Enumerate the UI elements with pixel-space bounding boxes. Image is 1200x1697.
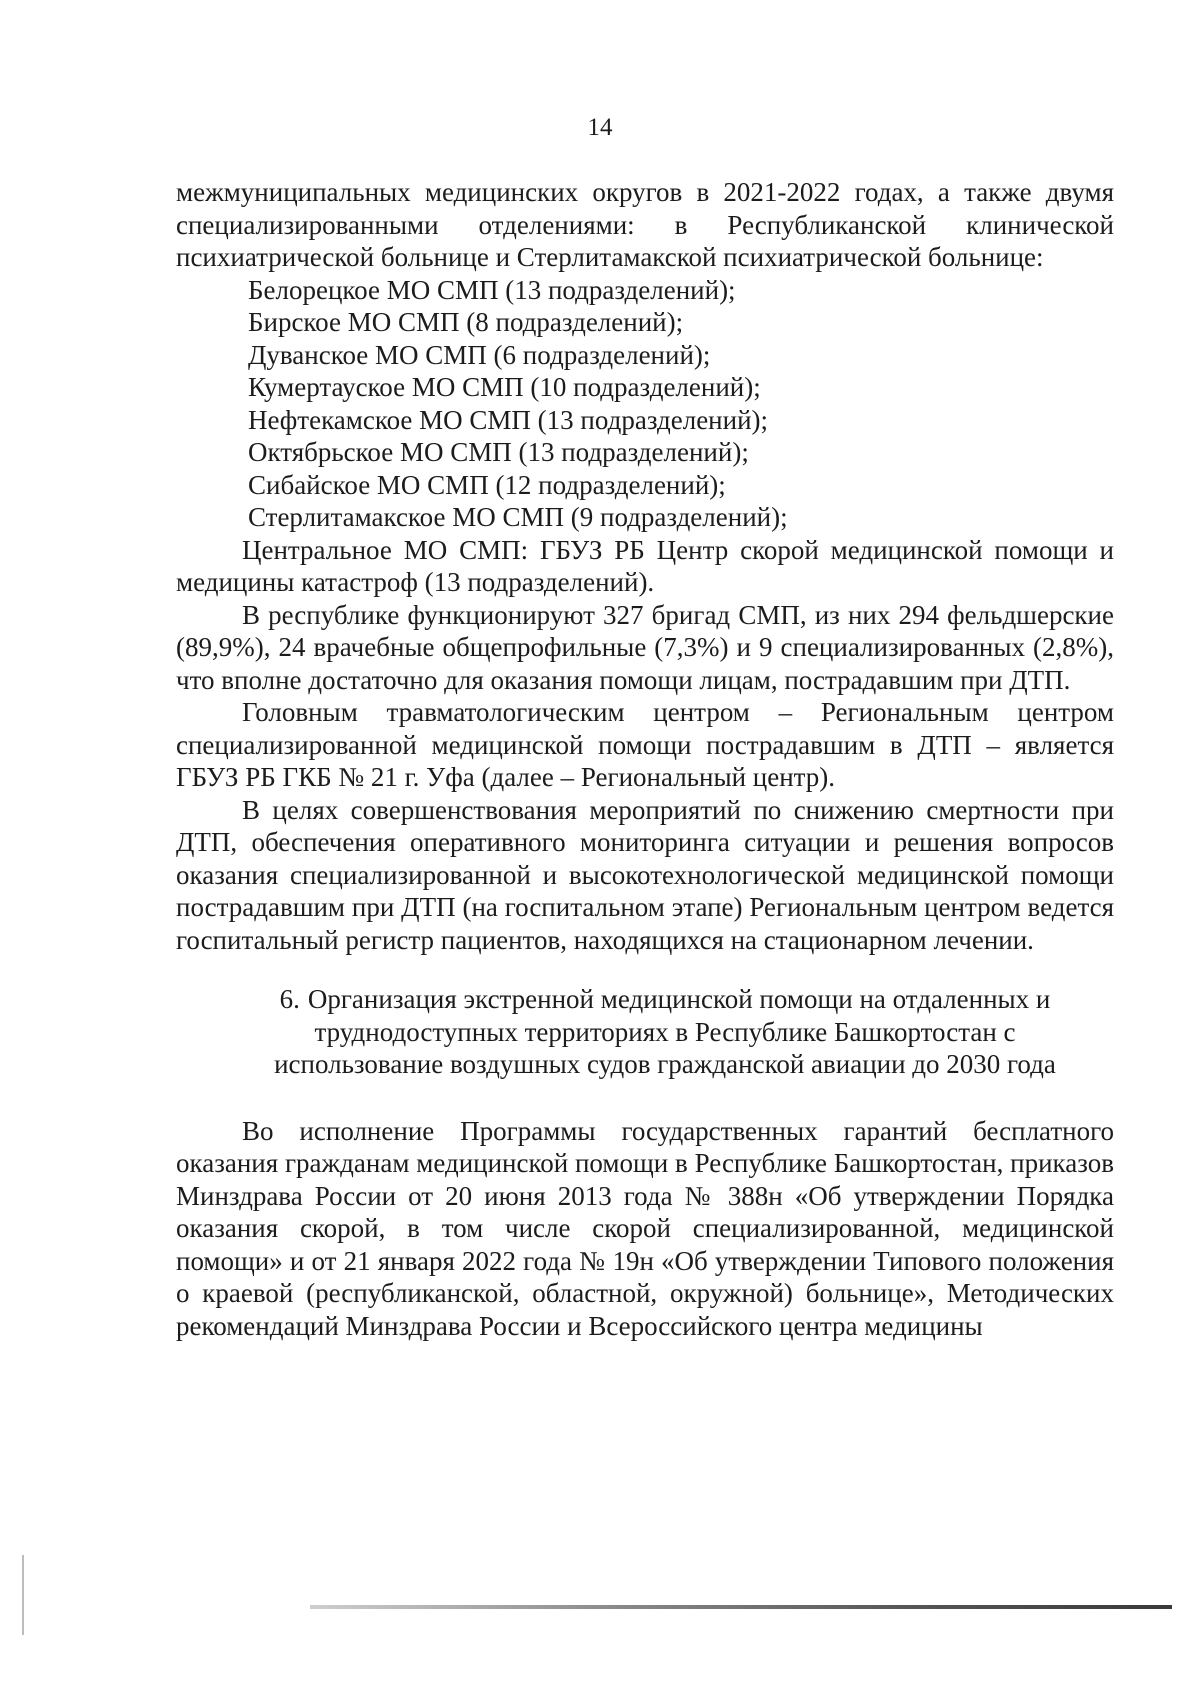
list-item: Дуванское МО СМП (6 подразделений); <box>248 339 711 370</box>
list-item: Сибайское МО СМП (12 подразделений); <box>248 469 726 500</box>
list-item: Октябрьское МО СМП (13 подразделений); <box>248 437 749 467</box>
scan-edge-mark <box>22 1555 24 1635</box>
list-item: Бирское МО СМП (8 подразделений); <box>248 307 684 337</box>
page-number: 14 <box>587 114 613 141</box>
list-item: Кумертауское МО СМП (10 подразделений); <box>248 372 761 402</box>
mo-list <box>176 274 1114 534</box>
section-number: 6. <box>279 984 300 1014</box>
trauma-center-paragraph: Головным травматологическим центром – Региональным центром специализированной медицинской помощи пострадавшим в ДТП – является ГБУЗ РБ ГКБ № 21 г. Уфа (далее – Региональный центр). <box>176 697 1114 792</box>
section-heading <box>176 983 1114 1081</box>
registry-paragraph: В целях совершенствования мероприятий по снижению смертности при ДТП, обеспечения оперативного мониторинга ситуации и решения вопросов оказания специализированной и высокотехнологической медицинской помощи пострадавшим при ДТП (на госпитальном этапе) Региональным центром ведется госпитальный регистр пациентов, находящихся на стационарном лечении. <box>176 794 1114 955</box>
brigades-paragraph: В республике функционируют 327 бригад СМП, из них 294 фельдшерские (89,9%), 24 врачебные общепрофильные (7,3%) и 9 специализированных (2,8%), что вполне достаточно для оказания помощи лицам, пострадавшим при ДТП. <box>176 599 1114 695</box>
section-title: Организация экстренной медицинской помощи на отдаленных и труднодоступных территориях в Республике Башкортостан с использование воздушных судов гражданской авиации до 2030 года <box>274 984 1056 1079</box>
intro-paragraph: межмуниципальных медицинских округов в 2021-2022 годах, а также двумя специализированными отделениями: в Республиканской клинической психиатрической больнице и Стерлитамакской психиатрической больнице: <box>176 177 1114 272</box>
document-body <box>176 176 1114 1342</box>
final-paragraph: Во исполнение Программы государственных гарантий бесплатного оказания гражданам медицинской помощи в Республике Башкортостан, приказов Минздрава России от 20 июня 2013 года № 388н «Об утверждении Порядка оказания скорой, в том числе скорой специализированной, медицинской помощи» и от 21 января 2022 года № 19н «Об утверждении Типового положения о краевой (республиканской, областной, окружной) больнице», Методических рекомендаций Минздрава России и Всероссийского центра медицины <box>176 1115 1114 1341</box>
list-item: Нефтекамское МО СМП (13 подразделений); <box>248 404 769 435</box>
scan-bottom-line <box>310 1605 1172 1609</box>
central-mo-paragraph: Центральное МО СМП: ГБУЗ РБ Центр скорой медицинской помощи и медицины катастроф (13 подразделений). <box>176 534 1114 597</box>
list-item: Белорецкое МО СМП (13 подразделений); <box>248 274 736 305</box>
list-item: Стерлитамакское МО СМП (9 подразделений); <box>248 502 788 532</box>
